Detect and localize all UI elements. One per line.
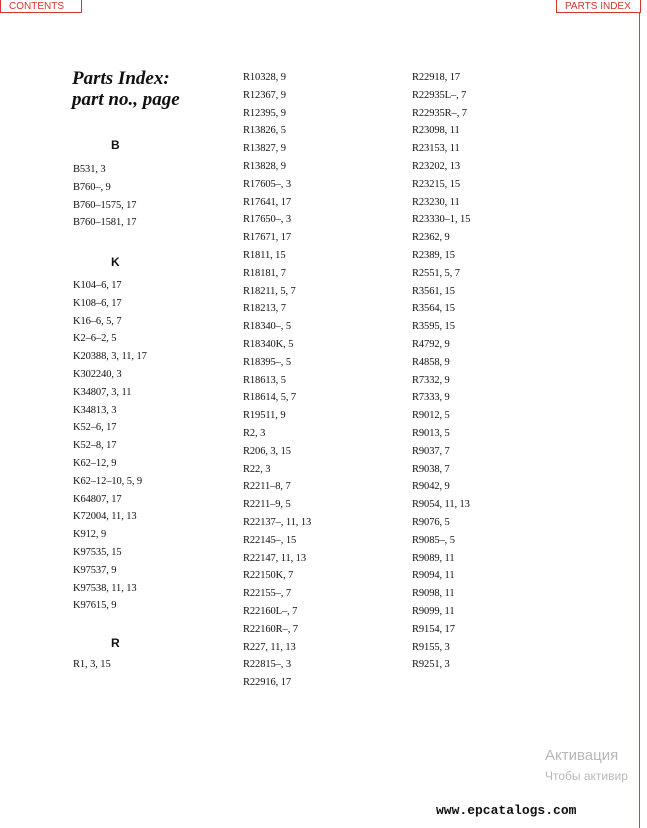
list-item[interactable]: R22145–, 15 — [243, 534, 297, 546]
list-item[interactable]: R9038, 7 — [412, 463, 450, 475]
list-item[interactable]: R2211–8, 7 — [243, 481, 291, 493]
list-item[interactable]: R22815–, 3 — [243, 659, 292, 671]
list-item[interactable]: B760–1575, 17 — [73, 199, 137, 211]
list-item[interactable]: R18213, 7 — [243, 303, 286, 315]
list-item[interactable]: K108–6, 17 — [73, 297, 122, 309]
list-item[interactable]: K62–12–10, 5, 9 — [73, 475, 143, 487]
list-item[interactable]: B760–1581, 17 — [73, 217, 137, 229]
list-item[interactable]: K97535, 15 — [73, 546, 122, 558]
list-item[interactable]: R13826, 5 — [243, 125, 286, 137]
list-item[interactable]: K302240, 3 — [73, 368, 122, 380]
list-item[interactable]: R2, 3 — [243, 427, 266, 439]
section-k-list — [73, 277, 147, 615]
list-item[interactable]: R9042, 9 — [412, 481, 450, 493]
list-item[interactable]: R17605–, 3 — [243, 178, 292, 190]
list-item[interactable]: R9154, 17 — [412, 623, 455, 635]
page-title — [72, 68, 180, 110]
list-item[interactable]: R12395, 9 — [243, 107, 286, 119]
list-item[interactable]: K104–6, 17 — [73, 280, 122, 291]
list-item[interactable]: R22150K, 7 — [243, 570, 294, 582]
list-item[interactable]: K20388, 3, 11, 17 — [73, 351, 147, 363]
list-item[interactable]: R23098, 11 — [412, 125, 460, 137]
list-item[interactable]: R22160R–, 7 — [243, 623, 298, 635]
list-item[interactable]: R18614, 5, 7 — [243, 392, 297, 404]
list-item[interactable]: R19511, 9 — [243, 410, 286, 422]
section-heading-b: B — [111, 138, 120, 152]
list-item[interactable]: R1811, 15 — [243, 249, 286, 261]
list-item[interactable]: R9155, 3 — [412, 641, 450, 653]
list-item[interactable]: R22160L–, 7 — [243, 605, 298, 617]
list-item[interactable]: R23215, 15 — [412, 178, 461, 190]
list-item[interactable]: R13828, 9 — [243, 160, 286, 172]
list-item[interactable]: R22935L–, 7 — [412, 89, 467, 101]
activation-watermark-subtitle: Чтобы активир — [545, 769, 628, 783]
list-item[interactable]: B531, 3 — [73, 164, 106, 175]
list-item[interactable]: R3595, 15 — [412, 321, 455, 333]
list-item[interactable]: K912, 9 — [73, 529, 107, 541]
list-item[interactable]: R23202, 13 — [412, 160, 461, 172]
list-item[interactable]: R10328, 9 — [243, 72, 286, 83]
list-item[interactable]: R18181, 7 — [243, 267, 286, 279]
list-item[interactable]: R227, 11, 13 — [243, 641, 296, 653]
list-item[interactable]: R22916, 17 — [243, 677, 292, 689]
list-item[interactable]: K62–12, 9 — [73, 457, 117, 469]
list-item[interactable]: K34807, 3, 11 — [73, 386, 132, 398]
list-item[interactable]: K52–8, 17 — [73, 440, 117, 452]
list-item[interactable]: R22, 3 — [243, 463, 271, 475]
contents-button[interactable]: CONTENTS — [0, 0, 82, 13]
list-item[interactable]: R9099, 11 — [412, 605, 455, 617]
list-item[interactable]: R9098, 11 — [412, 588, 455, 600]
section-heading-k: K — [111, 255, 120, 269]
section-heading-r: R — [111, 636, 120, 650]
list-item[interactable]: R18613, 5 — [243, 374, 286, 386]
site-url[interactable]: www.epcatalogs.com — [436, 803, 577, 818]
list-item[interactable]: R22918, 17 — [412, 72, 461, 83]
list-item[interactable]: R18395–, 5 — [243, 356, 292, 368]
list-item[interactable]: R23230, 11 — [412, 196, 460, 208]
list-item[interactable]: R7333, 9 — [412, 392, 450, 404]
list-item[interactable]: R2211–9, 5 — [243, 499, 291, 511]
list-item[interactable]: K97537, 9 — [73, 564, 117, 576]
list-item[interactable]: R17650–, 3 — [243, 214, 292, 226]
list-item[interactable]: R9054, 11, 13 — [412, 499, 470, 511]
list-item[interactable]: K52–6, 17 — [73, 422, 117, 434]
list-item[interactable]: K34813, 3 — [73, 404, 117, 416]
list-item[interactable]: R12367, 9 — [243, 89, 286, 101]
list-item[interactable]: R22147, 11, 13 — [243, 552, 306, 564]
list-item[interactable]: K72004, 11, 13 — [73, 511, 137, 523]
page-edge-line — [639, 0, 640, 828]
activation-watermark-title: Активация — [545, 747, 619, 764]
list-item[interactable]: R3564, 15 — [412, 303, 455, 315]
list-item[interactable]: K97538, 11, 13 — [73, 582, 137, 594]
list-item[interactable]: R22137–, 11, 13 — [243, 516, 312, 528]
list-item[interactable]: R18211, 5, 7 — [243, 285, 296, 297]
list-item[interactable]: R23153, 11 — [412, 143, 460, 155]
parts-index-button[interactable]: PARTS INDEX — [556, 0, 641, 13]
list-item[interactable]: R4792, 9 — [412, 338, 450, 350]
list-item[interactable]: R9076, 5 — [412, 516, 450, 528]
list-item[interactable]: R9013, 5 — [412, 427, 450, 439]
list-item[interactable]: R7332, 9 — [412, 374, 450, 386]
column-3-list — [412, 69, 470, 674]
list-item[interactable]: R4858, 9 — [412, 356, 450, 368]
list-item[interactable]: R9094, 11 — [412, 570, 455, 582]
title-line-1: Parts Index: — [72, 68, 170, 89]
list-item[interactable]: R13827, 9 — [243, 143, 286, 155]
list-item[interactable]: K97615, 9 — [73, 600, 117, 612]
section-b-list — [73, 161, 136, 232]
list-item[interactable]: R23330–1, 15 — [412, 214, 471, 226]
list-item[interactable]: R9251, 3 — [412, 659, 450, 671]
list-item[interactable]: R3561, 15 — [412, 285, 455, 297]
list-item[interactable]: K64807, 17 — [73, 493, 122, 505]
list-item[interactable]: B760–, 9 — [73, 181, 111, 193]
list-item[interactable]: R18340–, 5 — [243, 321, 292, 333]
list-item[interactable]: R9037, 7 — [412, 445, 450, 457]
list-item[interactable]: R18340K, 5 — [243, 338, 294, 350]
section-r-list — [73, 656, 111, 674]
list-item[interactable]: R2389, 15 — [412, 249, 455, 261]
list-item[interactable]: K16–6, 5, 7 — [73, 315, 122, 327]
list-item[interactable]: R9085–, 5 — [412, 534, 455, 546]
list-item[interactable]: R17641, 17 — [243, 196, 292, 208]
list-item[interactable]: R17671, 17 — [243, 232, 292, 244]
list-item[interactable]: R2551, 5, 7 — [412, 267, 460, 279]
title-line-2: part no., page — [72, 89, 180, 110]
column-2-list — [243, 69, 311, 692]
list-item[interactable]: R206, 3, 15 — [243, 445, 291, 457]
list-item[interactable]: R9012, 5 — [412, 410, 450, 422]
list-item[interactable]: K2–6–2, 5 — [73, 333, 117, 345]
list-item[interactable]: R9089, 11 — [412, 552, 455, 564]
list-item[interactable]: R22155–, 7 — [243, 588, 292, 600]
list-item[interactable]: R1, 3, 15 — [73, 659, 111, 670]
list-item[interactable]: R2362, 9 — [412, 232, 450, 244]
list-item[interactable]: R22935R–, 7 — [412, 107, 467, 119]
